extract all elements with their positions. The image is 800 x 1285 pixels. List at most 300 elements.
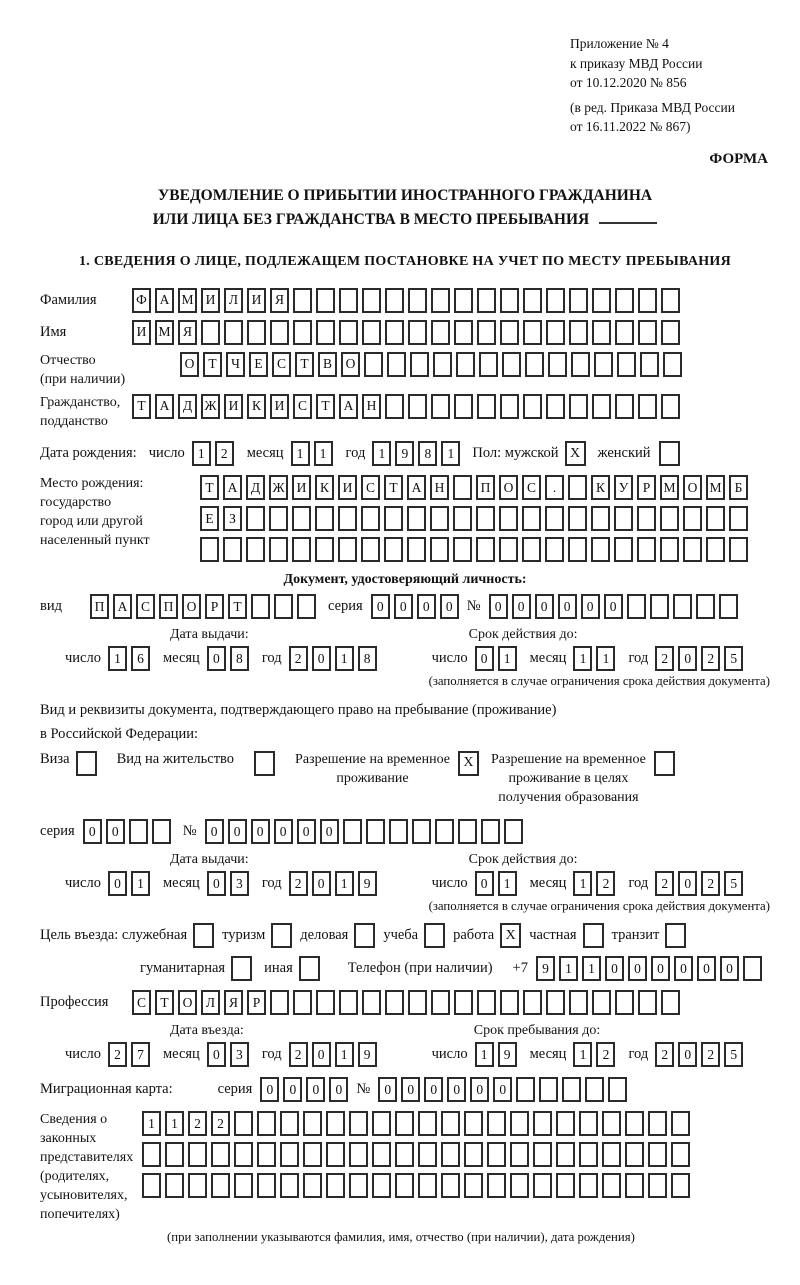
char-cell[interactable] xyxy=(510,1111,529,1136)
char-cell[interactable] xyxy=(407,537,426,562)
char-cell[interactable]: И xyxy=(270,394,289,419)
char-cell[interactable]: 2 xyxy=(289,1042,308,1067)
residence-issue-year-cells[interactable] xyxy=(289,871,377,896)
char-cell[interactable]: 0 xyxy=(440,594,459,619)
char-cell[interactable] xyxy=(615,990,634,1015)
char-cell[interactable]: 6 xyxy=(131,646,150,671)
char-cell[interactable] xyxy=(441,1111,460,1136)
char-cell[interactable] xyxy=(441,1173,460,1198)
char-cell[interactable]: Б xyxy=(729,475,748,500)
char-cell[interactable] xyxy=(671,1142,690,1167)
residence-expiry-month-cells[interactable] xyxy=(573,871,615,896)
char-cell[interactable]: М xyxy=(178,288,197,313)
char-cell[interactable]: С xyxy=(136,594,155,619)
char-cell[interactable]: 1 xyxy=(142,1111,161,1136)
char-cell[interactable]: 0 xyxy=(312,1042,331,1067)
char-cell[interactable] xyxy=(338,537,357,562)
char-cell[interactable] xyxy=(614,537,633,562)
char-cell[interactable]: А xyxy=(223,475,242,500)
char-cell[interactable] xyxy=(673,594,692,619)
char-cell[interactable] xyxy=(545,537,564,562)
char-cell[interactable] xyxy=(487,1142,506,1167)
char-cell[interactable] xyxy=(592,288,611,313)
char-cell[interactable]: 2 xyxy=(596,871,615,896)
char-cell[interactable] xyxy=(441,1142,460,1167)
char-cell[interactable]: Ж xyxy=(201,394,220,419)
char-cell[interactable]: Н xyxy=(362,394,381,419)
char-cell[interactable] xyxy=(477,394,496,419)
char-cell[interactable]: 0 xyxy=(475,871,494,896)
char-cell[interactable]: Р xyxy=(247,990,266,1015)
char-cell[interactable] xyxy=(591,506,610,531)
char-cell[interactable] xyxy=(361,506,380,531)
char-cell[interactable]: 1 xyxy=(498,871,517,896)
representatives-cells-row3[interactable] xyxy=(142,1173,690,1198)
char-cell[interactable] xyxy=(522,506,541,531)
char-cell[interactable] xyxy=(257,1142,276,1167)
char-cell[interactable] xyxy=(408,320,427,345)
char-cell[interactable] xyxy=(211,1142,230,1167)
char-cell[interactable] xyxy=(602,1142,621,1167)
char-cell[interactable] xyxy=(234,1142,253,1167)
representatives-cells-row1[interactable] xyxy=(142,1111,690,1136)
char-cell[interactable] xyxy=(523,990,542,1015)
char-cell[interactable]: 0 xyxy=(106,819,125,844)
char-cell[interactable]: А xyxy=(113,594,132,619)
entry-month-cells[interactable] xyxy=(207,1042,249,1067)
char-cell[interactable] xyxy=(200,537,219,562)
char-cell[interactable]: 2 xyxy=(289,646,308,671)
char-cell[interactable] xyxy=(638,288,657,313)
char-cell[interactable] xyxy=(234,1111,253,1136)
char-cell[interactable]: С xyxy=(522,475,541,500)
char-cell[interactable] xyxy=(571,352,590,377)
char-cell[interactable]: Т xyxy=(228,594,247,619)
char-cell[interactable] xyxy=(303,1111,322,1136)
char-cell[interactable] xyxy=(648,1111,667,1136)
char-cell[interactable]: 0 xyxy=(424,1077,443,1102)
char-cell[interactable]: 0 xyxy=(674,956,693,981)
char-cell[interactable] xyxy=(637,537,656,562)
char-cell[interactable] xyxy=(280,1142,299,1167)
char-cell[interactable] xyxy=(303,1173,322,1198)
char-cell[interactable]: К xyxy=(315,475,334,500)
doc-series-cells[interactable] xyxy=(371,594,459,619)
char-cell[interactable]: О xyxy=(341,352,360,377)
char-cell[interactable] xyxy=(516,1077,535,1102)
char-cell[interactable] xyxy=(297,594,316,619)
char-cell[interactable] xyxy=(372,1111,391,1136)
char-cell[interactable] xyxy=(349,1111,368,1136)
char-cell[interactable] xyxy=(477,990,496,1015)
char-cell[interactable] xyxy=(539,1077,558,1102)
char-cell[interactable]: Ч xyxy=(226,352,245,377)
char-cell[interactable] xyxy=(188,1173,207,1198)
char-cell[interactable] xyxy=(500,288,519,313)
birth-year-cells[interactable] xyxy=(372,441,460,466)
sex-male-checkbox[interactable]: X xyxy=(565,441,586,466)
char-cell[interactable]: О xyxy=(178,990,197,1015)
char-cell[interactable] xyxy=(477,288,496,313)
char-cell[interactable] xyxy=(339,320,358,345)
birth-day-cells[interactable] xyxy=(192,441,234,466)
char-cell[interactable]: 9 xyxy=(395,441,414,466)
char-cell[interactable]: 3 xyxy=(230,871,249,896)
char-cell[interactable] xyxy=(269,537,288,562)
char-cell[interactable]: 0 xyxy=(297,819,316,844)
char-cell[interactable]: 2 xyxy=(701,1042,720,1067)
char-cell[interactable] xyxy=(453,506,472,531)
char-cell[interactable]: 0 xyxy=(581,594,600,619)
char-cell[interactable]: С xyxy=(272,352,291,377)
char-cell[interactable] xyxy=(408,394,427,419)
purpose-private-checkbox[interactable] xyxy=(583,923,604,948)
char-cell[interactable] xyxy=(412,819,431,844)
char-cell[interactable]: 0 xyxy=(274,819,293,844)
char-cell[interactable] xyxy=(650,594,669,619)
char-cell[interactable]: Н xyxy=(430,475,449,500)
char-cell[interactable] xyxy=(315,506,334,531)
char-cell[interactable] xyxy=(661,288,680,313)
char-cell[interactable] xyxy=(706,506,725,531)
char-cell[interactable] xyxy=(568,537,587,562)
char-cell[interactable]: 3 xyxy=(230,1042,249,1067)
char-cell[interactable]: Т xyxy=(155,990,174,1015)
char-cell[interactable]: 0 xyxy=(489,594,508,619)
char-cell[interactable] xyxy=(579,1111,598,1136)
char-cell[interactable]: Л xyxy=(224,288,243,313)
char-cell[interactable]: 9 xyxy=(498,1042,517,1067)
char-cell[interactable]: 1 xyxy=(291,441,310,466)
char-cell[interactable]: 0 xyxy=(678,1042,697,1067)
char-cell[interactable]: М xyxy=(660,475,679,500)
char-cell[interactable]: 1 xyxy=(165,1111,184,1136)
char-cell[interactable] xyxy=(385,288,404,313)
char-cell[interactable] xyxy=(339,288,358,313)
char-cell[interactable] xyxy=(361,537,380,562)
char-cell[interactable]: Р xyxy=(637,475,656,500)
char-cell[interactable]: 1 xyxy=(475,1042,494,1067)
char-cell[interactable]: Я xyxy=(224,990,243,1015)
char-cell[interactable] xyxy=(523,320,542,345)
char-cell[interactable] xyxy=(453,537,472,562)
char-cell[interactable] xyxy=(453,475,472,500)
char-cell[interactable]: И xyxy=(201,288,220,313)
char-cell[interactable]: 9 xyxy=(358,871,377,896)
char-cell[interactable] xyxy=(661,990,680,1015)
char-cell[interactable] xyxy=(617,352,636,377)
char-cell[interactable] xyxy=(364,352,383,377)
char-cell[interactable]: 0 xyxy=(535,594,554,619)
char-cell[interactable] xyxy=(579,1173,598,1198)
char-cell[interactable] xyxy=(349,1173,368,1198)
char-cell[interactable]: Я xyxy=(270,288,289,313)
doc-expiry-year-cells[interactable] xyxy=(655,646,743,671)
char-cell[interactable]: 0 xyxy=(207,871,226,896)
char-cell[interactable] xyxy=(568,506,587,531)
char-cell[interactable]: Т xyxy=(203,352,222,377)
char-cell[interactable]: 2 xyxy=(211,1111,230,1136)
purpose-humanitarian-checkbox[interactable] xyxy=(231,956,252,981)
char-cell[interactable]: 1 xyxy=(314,441,333,466)
char-cell[interactable]: Д xyxy=(178,394,197,419)
char-cell[interactable] xyxy=(280,1111,299,1136)
migration-series-cells[interactable] xyxy=(260,1077,348,1102)
char-cell[interactable]: 0 xyxy=(447,1077,466,1102)
char-cell[interactable]: 1 xyxy=(131,871,150,896)
char-cell[interactable] xyxy=(671,1173,690,1198)
char-cell[interactable] xyxy=(638,990,657,1015)
char-cell[interactable]: 0 xyxy=(678,871,697,896)
char-cell[interactable] xyxy=(274,594,293,619)
char-cell[interactable]: 0 xyxy=(207,1042,226,1067)
char-cell[interactable] xyxy=(502,352,521,377)
char-cell[interactable] xyxy=(223,537,242,562)
char-cell[interactable] xyxy=(316,288,335,313)
char-cell[interactable]: Т xyxy=(295,352,314,377)
char-cell[interactable]: 0 xyxy=(329,1077,348,1102)
char-cell[interactable]: П xyxy=(476,475,495,500)
char-cell[interactable] xyxy=(569,990,588,1015)
char-cell[interactable] xyxy=(614,506,633,531)
char-cell[interactable]: 0 xyxy=(628,956,647,981)
char-cell[interactable] xyxy=(500,394,519,419)
char-cell[interactable] xyxy=(188,1142,207,1167)
char-cell[interactable] xyxy=(418,1142,437,1167)
char-cell[interactable] xyxy=(487,1111,506,1136)
surname-cells[interactable] xyxy=(132,288,680,313)
char-cell[interactable]: 8 xyxy=(418,441,437,466)
char-cell[interactable]: 1 xyxy=(596,646,615,671)
char-cell[interactable] xyxy=(464,1142,483,1167)
char-cell[interactable] xyxy=(430,506,449,531)
char-cell[interactable] xyxy=(456,352,475,377)
char-cell[interactable]: 0 xyxy=(604,594,623,619)
char-cell[interactable] xyxy=(385,394,404,419)
char-cell[interactable] xyxy=(362,320,381,345)
char-cell[interactable] xyxy=(615,394,634,419)
char-cell[interactable] xyxy=(556,1142,575,1167)
char-cell[interactable] xyxy=(500,990,519,1015)
char-cell[interactable] xyxy=(504,819,523,844)
char-cell[interactable] xyxy=(293,320,312,345)
entry-day-cells[interactable] xyxy=(108,1042,150,1067)
char-cell[interactable]: 2 xyxy=(596,1042,615,1067)
char-cell[interactable] xyxy=(523,394,542,419)
char-cell[interactable]: 1 xyxy=(498,646,517,671)
char-cell[interactable] xyxy=(384,537,403,562)
char-cell[interactable] xyxy=(625,1142,644,1167)
char-cell[interactable] xyxy=(625,1111,644,1136)
stay-year-cells[interactable] xyxy=(655,1042,743,1067)
char-cell[interactable] xyxy=(522,537,541,562)
char-cell[interactable]: 2 xyxy=(215,441,234,466)
residence-issue-day-cells[interactable] xyxy=(108,871,150,896)
char-cell[interactable] xyxy=(661,394,680,419)
char-cell[interactable]: 1 xyxy=(108,646,127,671)
char-cell[interactable]: О xyxy=(180,352,199,377)
char-cell[interactable] xyxy=(615,320,634,345)
char-cell[interactable] xyxy=(729,537,748,562)
char-cell[interactable] xyxy=(487,1173,506,1198)
char-cell[interactable] xyxy=(257,1173,276,1198)
char-cell[interactable] xyxy=(280,1173,299,1198)
char-cell[interactable] xyxy=(270,990,289,1015)
char-cell[interactable] xyxy=(625,1173,644,1198)
char-cell[interactable]: А xyxy=(155,288,174,313)
char-cell[interactable] xyxy=(533,1173,552,1198)
char-cell[interactable]: 0 xyxy=(378,1077,397,1102)
purpose-official-checkbox[interactable] xyxy=(193,923,214,948)
char-cell[interactable] xyxy=(418,1173,437,1198)
char-cell[interactable]: У xyxy=(614,475,633,500)
birth-month-cells[interactable] xyxy=(291,441,333,466)
char-cell[interactable]: И xyxy=(224,394,243,419)
residence-number-cells[interactable] xyxy=(205,819,523,844)
char-cell[interactable]: 1 xyxy=(573,646,592,671)
char-cell[interactable]: С xyxy=(293,394,312,419)
patronymic-cells[interactable] xyxy=(180,352,682,377)
char-cell[interactable]: И xyxy=(132,320,151,345)
char-cell[interactable] xyxy=(292,506,311,531)
char-cell[interactable] xyxy=(569,320,588,345)
char-cell[interactable]: М xyxy=(706,475,725,500)
char-cell[interactable]: 0 xyxy=(228,819,247,844)
entry-year-cells[interactable] xyxy=(289,1042,377,1067)
char-cell[interactable]: 2 xyxy=(701,871,720,896)
char-cell[interactable]: 0 xyxy=(108,871,127,896)
char-cell[interactable] xyxy=(464,1173,483,1198)
char-cell[interactable] xyxy=(602,1173,621,1198)
char-cell[interactable] xyxy=(591,537,610,562)
char-cell[interactable]: П xyxy=(159,594,178,619)
purpose-study-checkbox[interactable] xyxy=(424,923,445,948)
char-cell[interactable] xyxy=(523,288,542,313)
char-cell[interactable] xyxy=(545,506,564,531)
visa-checkbox[interactable] xyxy=(76,751,97,776)
char-cell[interactable] xyxy=(395,1111,414,1136)
char-cell[interactable] xyxy=(372,1173,391,1198)
purpose-business-checkbox[interactable] xyxy=(354,923,375,948)
stay-month-cells[interactable] xyxy=(573,1042,615,1067)
char-cell[interactable] xyxy=(362,990,381,1015)
birthplace-cells-row1[interactable] xyxy=(200,475,748,500)
char-cell[interactable]: К xyxy=(591,475,610,500)
rvp-checkbox[interactable]: X xyxy=(458,751,479,776)
char-cell[interactable] xyxy=(316,990,335,1015)
char-cell[interactable] xyxy=(315,537,334,562)
char-cell[interactable] xyxy=(648,1142,667,1167)
char-cell[interactable] xyxy=(585,1077,604,1102)
char-cell[interactable]: И xyxy=(292,475,311,500)
char-cell[interactable]: 1 xyxy=(441,441,460,466)
char-cell[interactable] xyxy=(418,1111,437,1136)
char-cell[interactable] xyxy=(326,1111,345,1136)
char-cell[interactable]: 9 xyxy=(536,956,555,981)
char-cell[interactable] xyxy=(637,506,656,531)
phone-cells[interactable] xyxy=(536,956,762,981)
char-cell[interactable]: П xyxy=(90,594,109,619)
purpose-other-checkbox[interactable] xyxy=(299,956,320,981)
char-cell[interactable]: 0 xyxy=(260,1077,279,1102)
char-cell[interactable]: 0 xyxy=(720,956,739,981)
char-cell[interactable] xyxy=(479,352,498,377)
char-cell[interactable]: Я xyxy=(178,320,197,345)
char-cell[interactable]: 0 xyxy=(205,819,224,844)
char-cell[interactable]: 2 xyxy=(108,1042,127,1067)
char-cell[interactable]: 0 xyxy=(605,956,624,981)
char-cell[interactable]: 2 xyxy=(701,646,720,671)
char-cell[interactable] xyxy=(696,594,715,619)
char-cell[interactable] xyxy=(387,352,406,377)
char-cell[interactable] xyxy=(293,288,312,313)
char-cell[interactable]: Р xyxy=(205,594,224,619)
char-cell[interactable] xyxy=(410,352,429,377)
char-cell[interactable] xyxy=(395,1173,414,1198)
char-cell[interactable]: 0 xyxy=(678,646,697,671)
char-cell[interactable]: Д xyxy=(246,475,265,500)
char-cell[interactable]: 0 xyxy=(401,1077,420,1102)
char-cell[interactable] xyxy=(234,1173,253,1198)
char-cell[interactable] xyxy=(510,1142,529,1167)
char-cell[interactable] xyxy=(152,819,171,844)
char-cell[interactable]: А xyxy=(407,475,426,500)
char-cell[interactable] xyxy=(385,990,404,1015)
char-cell[interactable]: 1 xyxy=(335,646,354,671)
char-cell[interactable] xyxy=(525,352,544,377)
char-cell[interactable] xyxy=(546,320,565,345)
char-cell[interactable] xyxy=(246,537,265,562)
char-cell[interactable]: 1 xyxy=(582,956,601,981)
char-cell[interactable] xyxy=(408,990,427,1015)
char-cell[interactable] xyxy=(251,594,270,619)
char-cell[interactable]: 8 xyxy=(358,646,377,671)
char-cell[interactable] xyxy=(546,990,565,1015)
char-cell[interactable]: С xyxy=(132,990,151,1015)
char-cell[interactable]: 1 xyxy=(559,956,578,981)
char-cell[interactable] xyxy=(326,1142,345,1167)
char-cell[interactable] xyxy=(430,537,449,562)
char-cell[interactable] xyxy=(638,394,657,419)
char-cell[interactable]: Т xyxy=(384,475,403,500)
citizenship-cells[interactable] xyxy=(132,394,680,419)
char-cell[interactable]: 9 xyxy=(358,1042,377,1067)
char-cell[interactable] xyxy=(303,1142,322,1167)
char-cell[interactable]: 5 xyxy=(724,871,743,896)
char-cell[interactable] xyxy=(608,1077,627,1102)
char-cell[interactable] xyxy=(389,819,408,844)
char-cell[interactable] xyxy=(569,288,588,313)
char-cell[interactable] xyxy=(499,506,518,531)
char-cell[interactable] xyxy=(615,288,634,313)
char-cell[interactable]: 0 xyxy=(283,1077,302,1102)
char-cell[interactable] xyxy=(556,1173,575,1198)
char-cell[interactable] xyxy=(556,1111,575,1136)
char-cell[interactable] xyxy=(165,1142,184,1167)
char-cell[interactable] xyxy=(546,288,565,313)
name-cells[interactable] xyxy=(132,320,680,345)
char-cell[interactable]: 2 xyxy=(655,1042,674,1067)
char-cell[interactable] xyxy=(510,1173,529,1198)
char-cell[interactable] xyxy=(454,394,473,419)
char-cell[interactable]: М xyxy=(155,320,174,345)
rvp-education-checkbox[interactable] xyxy=(654,751,675,776)
stay-day-cells[interactable] xyxy=(475,1042,517,1067)
residence-issue-month-cells[interactable] xyxy=(207,871,249,896)
char-cell[interactable] xyxy=(683,537,702,562)
char-cell[interactable]: А xyxy=(339,394,358,419)
char-cell[interactable] xyxy=(339,990,358,1015)
